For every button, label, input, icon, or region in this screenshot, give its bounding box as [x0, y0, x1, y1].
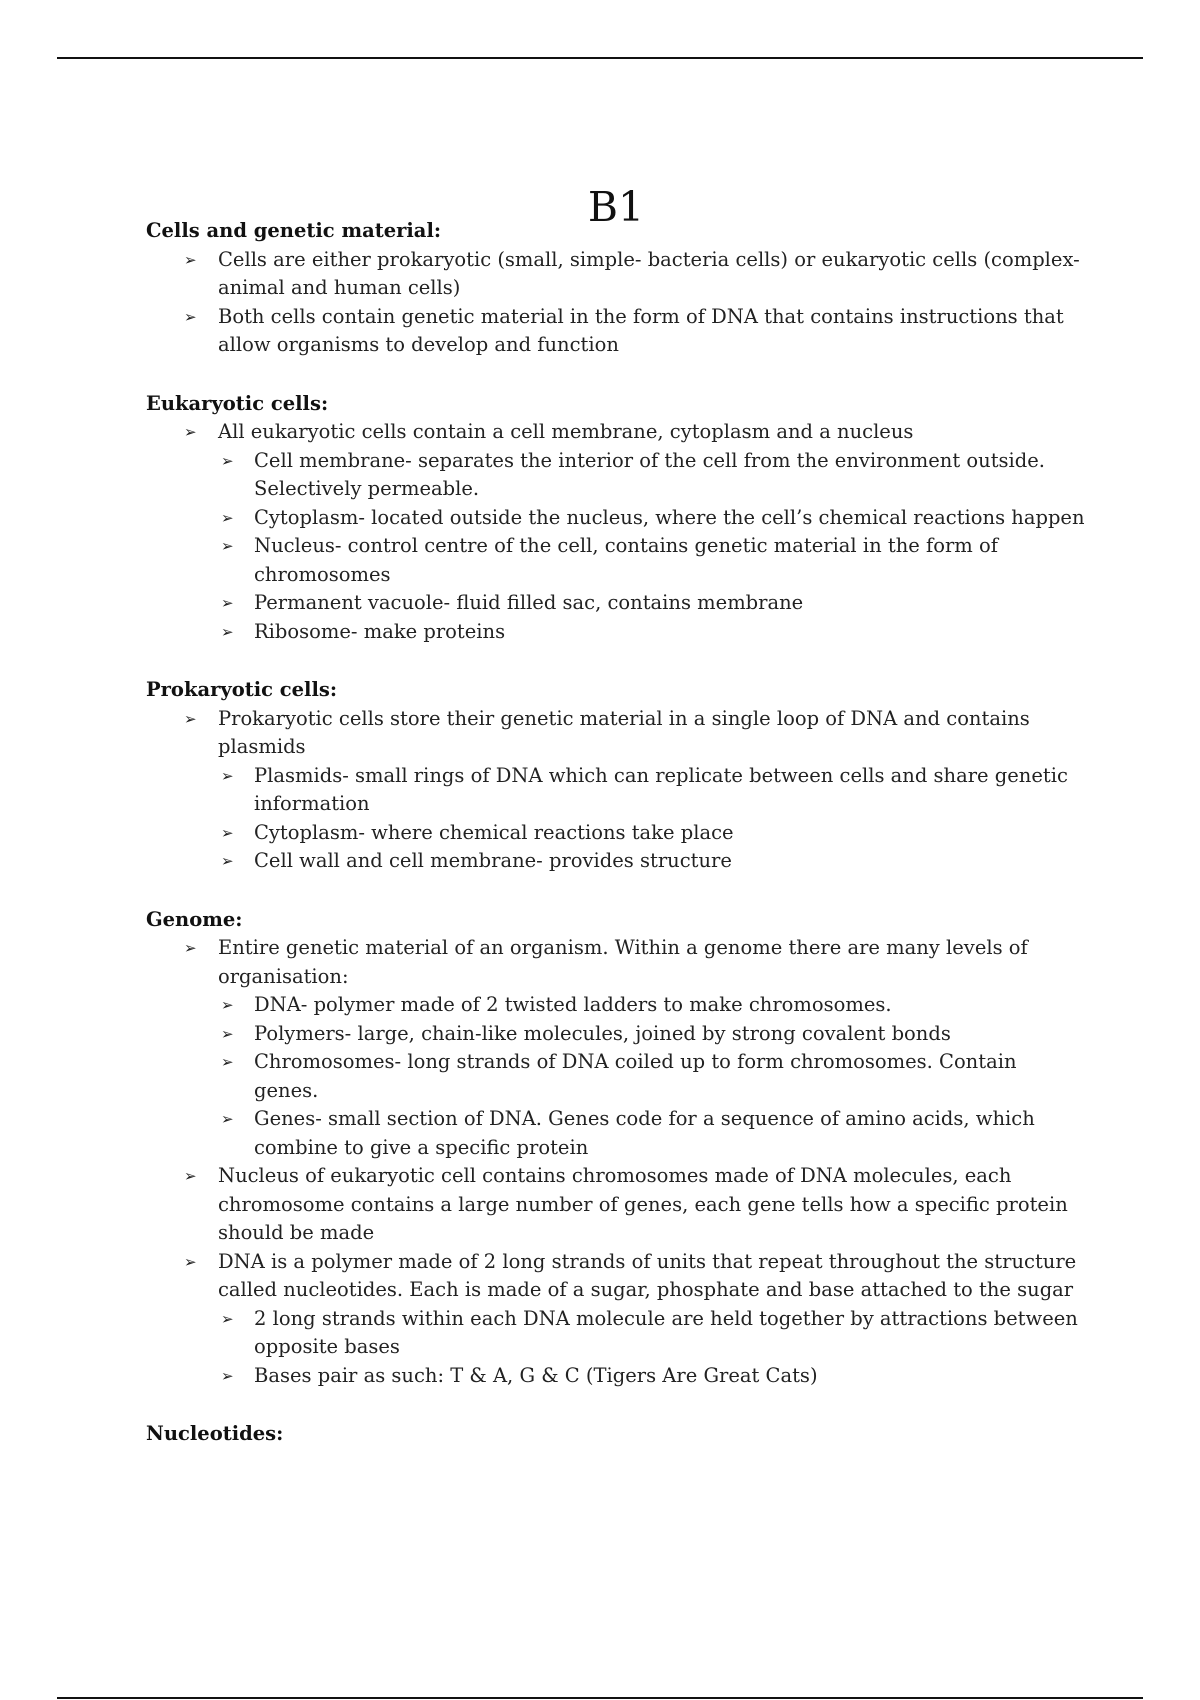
- list-item: [146, 934, 1086, 991]
- sub-list-item: [146, 847, 1086, 876]
- arrow-bullet-icon: ➢: [221, 1309, 234, 1328]
- section: [146, 390, 1086, 647]
- section: [146, 906, 1086, 1391]
- list-item-text: Chromosomes- long strands of DNA coiled up to form chromosomes. Contain genes.: [254, 1050, 1017, 1102]
- bullet-list: [146, 934, 1086, 1390]
- list-item: [146, 1248, 1086, 1305]
- sub-list-item: [146, 618, 1086, 647]
- sub-list-item: [146, 819, 1086, 848]
- arrow-bullet-icon: ➢: [221, 622, 234, 641]
- list-item-text: Cells are either prokaryotic (small, simple- bacteria cells) or eukaryotic cells (complex- animal and human cells): [218, 247, 1080, 299]
- arrow-bullet-icon: ➢: [184, 423, 197, 441]
- list-item-text: Cell membrane- separates the interior of the cell from the environment outside. Selectively permeable.: [254, 448, 1045, 500]
- arrow-bullet-icon: ➢: [221, 996, 234, 1014]
- list-item-text: Permanent vacuole- fluid filled sac, contains membrane: [254, 591, 804, 614]
- section-heading: Genome:: [146, 907, 243, 931]
- bullet-list: [146, 246, 1086, 360]
- list-item-text: All eukaryotic cells contain a cell membrane, cytoplasm and a nucleus: [218, 420, 914, 443]
- list-item-text: Genes- small section of DNA. Genes code for a sequence of amino acids, which combine to give a specific protein: [254, 1107, 1035, 1159]
- list-item-text: DNA- polymer made of 2 twisted ladders to make chromosomes.: [254, 993, 892, 1016]
- list-item: [146, 246, 1086, 303]
- list-item-text: Polymers- large, chain-like molecules, joined by strong covalent bonds: [254, 1021, 951, 1045]
- arrow-bullet-icon: ➢: [221, 1024, 234, 1043]
- list-item-text: Plasmids- small rings of DNA which can replicate between cells and share genetic information: [254, 763, 1068, 815]
- list-item: [146, 303, 1086, 360]
- page-title: B1: [587, 183, 645, 232]
- arrow-bullet-icon: ➢: [184, 1252, 197, 1271]
- section-heading: Eukaryotic cells:: [146, 391, 329, 415]
- sub-list-item: [146, 589, 1086, 618]
- arrow-bullet-icon: ➢: [221, 1110, 234, 1128]
- list-item-text: Cytoplasm- where chemical reactions take place: [254, 820, 734, 844]
- bullet-list: [146, 705, 1086, 876]
- sub-list-item: [146, 532, 1086, 589]
- list-item-text: Cell wall and cell membrane- provides structure: [254, 849, 732, 872]
- sub-list-item: [146, 447, 1086, 504]
- section-heading: Cells and genetic material:: [146, 219, 442, 242]
- arrow-bullet-icon: ➢: [221, 451, 234, 470]
- section-heading: Prokaryotic cells:: [146, 678, 338, 701]
- list-item-text: DNA is a polymer made of 2 long strands of units that repeat throughout the structure called nucleotides. Each is made of a sugar, phosphate and base attached to the sugar: [218, 1249, 1077, 1301]
- top-rule: [57, 57, 1143, 59]
- arrow-bullet-icon: ➢: [221, 537, 234, 555]
- section: [146, 217, 1086, 360]
- list-item-text: 2 long strands within each DNA molecule are held together by attractions between opposite bases: [254, 1306, 1078, 1358]
- list-item-text: Nucleus- control centre of the cell, contains genetic material in the form of chromosomes: [254, 534, 998, 586]
- section: [146, 1420, 1086, 1449]
- arrow-bullet-icon: ➢: [221, 508, 234, 527]
- list-item-text: Both cells contain genetic material in the form of DNA that contains instructions that allow organisms to develop and function: [218, 304, 1064, 356]
- arrow-bullet-icon: ➢: [221, 823, 234, 842]
- arrow-bullet-icon: ➢: [221, 1053, 234, 1071]
- list-item: [146, 1162, 1086, 1248]
- arrow-bullet-icon: ➢: [221, 766, 234, 785]
- list-item: [146, 418, 1086, 447]
- bullet-list: [146, 418, 1086, 646]
- list-item-text: Cytoplasm- located outside the nucleus, where the cell’s chemical reactions happen: [254, 505, 1085, 529]
- arrow-bullet-icon: ➢: [184, 250, 197, 269]
- notes-body: [146, 217, 1086, 1449]
- sub-list-item: [146, 1362, 1086, 1391]
- sub-list-item: [146, 1305, 1086, 1362]
- list-item-text: Entire genetic material of an organism. Within a genome there are many levels of organisation:: [218, 936, 1028, 988]
- arrow-bullet-icon: ➢: [184, 709, 197, 728]
- bottom-rule: [57, 1697, 1143, 1699]
- sub-list-item: [146, 762, 1086, 819]
- arrow-bullet-icon: ➢: [221, 594, 234, 612]
- sub-list-item: [146, 1105, 1086, 1162]
- sub-list-item: [146, 1020, 1086, 1049]
- list-item-text: Nucleus of eukaryotic cell contains chromosomes made of DNA molecules, each chromosome contains a large number of genes, each gene tells how a specific protein should be made: [218, 1164, 1068, 1244]
- list-item-text: Bases pair as such: T & A, G & C (Tigers Are Great Cats): [254, 1363, 818, 1387]
- arrow-bullet-icon: ➢: [221, 852, 234, 870]
- sub-list-item: [146, 504, 1086, 533]
- arrow-bullet-icon: ➢: [184, 1167, 197, 1185]
- section-heading: Nucleotides:: [146, 1422, 284, 1445]
- arrow-bullet-icon: ➢: [184, 307, 197, 326]
- arrow-bullet-icon: ➢: [221, 1366, 234, 1385]
- list-item-text: Prokaryotic cells store their genetic material in a single loop of DNA and contains plasmids: [218, 706, 1030, 758]
- section: [146, 676, 1086, 876]
- sub-list-item: [146, 1048, 1086, 1105]
- sub-list-item: [146, 991, 1086, 1020]
- list-item: [146, 705, 1086, 762]
- list-item-text: Ribosome- make proteins: [254, 619, 506, 643]
- arrow-bullet-icon: ➢: [184, 939, 197, 957]
